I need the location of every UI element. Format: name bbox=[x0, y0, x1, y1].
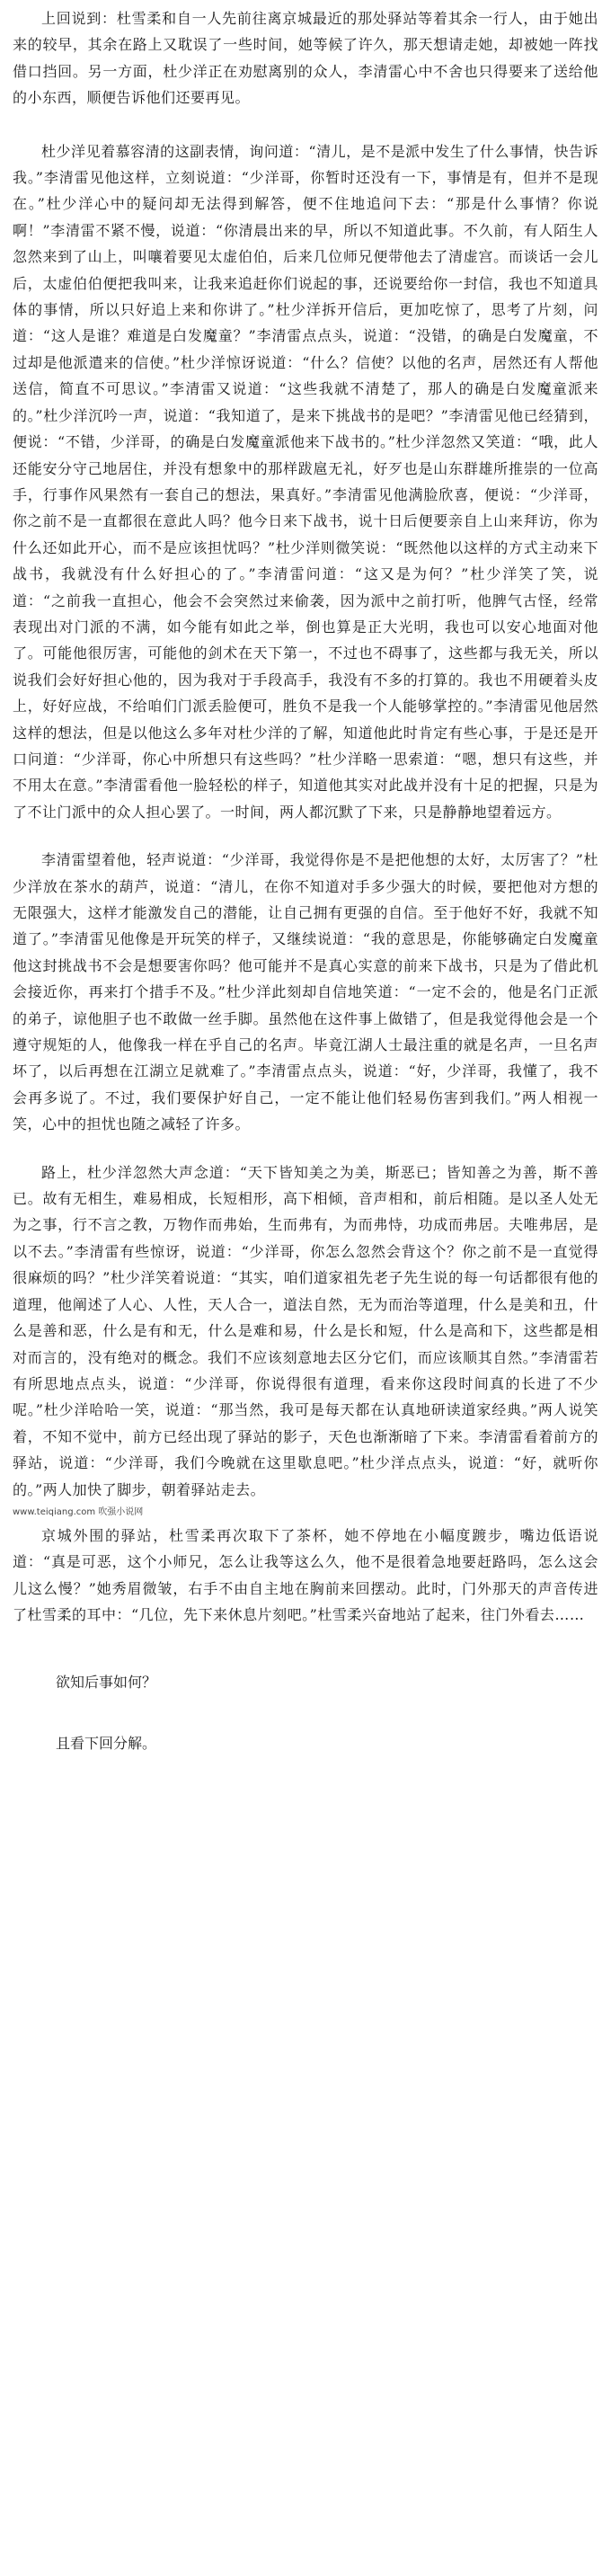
site-watermark: www.teiqiang.com 吹强小说网 bbox=[13, 1506, 144, 1517]
paragraph: 路上，杜少洋忽然大声念道：“天下皆知美之为美，斯恶已；皆知善之为善，斯不善已。故有无相生，难易相成，长短相形，高下相倾，音声相和，前后相随。是以圣人处无为之事，行不言之教，万物作而弗始，生而弗有，为而弗恃，功成而弗居。夫唯弗居，是以不去。”李清雷有些惊讶，说道：“少洋哥，你怎么忽然会背这个？你之前不是一直觉得很麻烦的吗？”杜少洋笑着说道：“其实，咱们道家祖先老子先生说的每一句话都很有他的道理，他阐述了人心、人性，天人合一，道法自然，无为而治等道理，什么是美和丑，什么是善和恶，什么是有和无，什么是难和易，什么是长和短，什么是高和下，这些都是相对而言的，没有绝对的概念。我们不应该刻意地去区分它们，而应该顺其自然。”李清雷若有所思地点点头，说道：“少洋哥，你说得很有道理，看来你这段时间真的长进了不少呢。”杜少洋哈哈一笑，说道：“那当然，我可是每天都在认真地研读道家经典。”两人说笑着，不知不觉中，前方已经出现了驿站的影子，天色也渐渐暗了下来。李清雷看着前方的驿站，说道：“少洋哥，我们今晚就在这里歇息吧。”杜少洋点点头，说道：“好，就听你的。”两人加快了脚步，朝着驿站走去。 bbox=[13, 1163, 598, 1498]
paragraph: 上回说到：杜雪柔和自一人先前往离京城最近的那处驿站等着其余一行人，由于她出来的较早，其余在路上又耽误了一些时间，她等候了许久，那天想请走她，却被她一阵找借口挡回。另一方面，杜少洋正在劝慰离别的众人，李清雷心中不舍也只得要来了送给他的小东西，顺便告诉他们还要再见。 bbox=[13, 10, 598, 107]
paragraph: 京城外围的驿站，杜雪柔再次取下了茶杯，她不停地在小幅度踱步，嘴边低语说道：“真是可恶，这个小师兄，怎么让我等这么久，他不是很着急地要赶路吗，怎么这会儿这么慢？”她秀眉微皱，右手不由自主地在胸前来回摆动。此时，门外那天的声音传进了杜雪柔的耳中：“几位，先下来休息片刻吧。”杜雪柔兴奋地站了起来，往门外看去…… bbox=[13, 1526, 598, 1624]
paragraph: 杜少洋见着慕容清的这副表情，询问道：“清儿，是不是派中发生了什么事情，快告诉我。”李清雷见他这样，立刻说道：“少洋哥，你暂时还没有一下，事情是有，但并不是现在。”杜少洋心中的疑问却无法得到解答，便不住地追问下去：“那是什么事情？你说啊！”李清雷不紧不慢，说道：“你清晨出来的早，所以不知道此事。不久前，有人陌生人忽然来到了山上，叫嚷着要见太虚伯伯，后来几位师兄便带他去了清虚宫。而谈话一会儿后，太虚伯伯便把我叫来，让我来追赶你们说起的事，还说要给你一封信，我也不知道具体的事情，所以只好追上来和你讲了。”杜少洋拆开信后，更加吃惊了，思考了片刻，问道：“这人是谁？难道是白发魔童？”李清雷点点头，说道：“没错，的确是白发魔童，不过却是他派遣来的信使。”杜少洋惊讶说道：“什么？信使？以他的名声，居然还有人帮他送信，简直不可思议。”李清雷又说道：“这些我就不清楚了，那人的确是白发魔童派来的。”杜少洋沉吟一声，说道：“我知道了，是来下挑战书的是吧？”李清雷见他已经猜到，便说：“不错，少洋哥，的确是白发魔童派他来下战书的。”杜少洋忽然又笑道：“哦，此人还能安分守己地居住，并没有想象中的那样跋扈无礼，好歹也是山东群雄所推崇的一位高手，行事作风果然有一套自己的想法，果真好。”李清雷见他满脸欣喜，便说：“少洋哥，你之前不是一直都很在意此人吗？他今日来下战书，说十日后便要亲自上山来拜访，你为什么还如此开心，而不是应该担忧吗？”杜少洋则微笑说：“既然他以这样的方式主动来下战书，我就没有什么好担心的了。”李清雷问道：“这又是为何？”杜少洋笑了笑，说道：“之前我一直担心，他会不会突然过来偷袭，因为派中之前打听，他脾气古怪，经常表现出对门派的不满，如今能有如此之举，倒也算是正大光明，我也可以安心地面对他了。可能他很厉害，可能他的剑术在天下第一，不过也不碍事了，这些都与我无关，所以说我们会好好担心他的，因为我对于手段高手，我没有不多的打算的。我也不用硬着头皮上，好好应战，不给咱们门派丢脸便可，胜负不是我一个人能够掌控的。”李清雷见他居然这样的想法，但是以他这么多年对杜少洋的了解，知道他此时肯定有些心事，于是还是开口问道：“少洋哥，你心中所想只有这些吗？”杜少洋略一思索道：“嗯，想只有这些，并不用太在意。”李清雷看他一脸轻松的样子，知道他其实对此战并没有十足的把握，只是为了不让门派中的众人担心罢了。一时间，两人都沉默了下来，只是静静地望着远方。 bbox=[13, 142, 598, 821]
closing-question: 欲知后事如何？ bbox=[56, 1673, 157, 1691]
paragraph: 李清雷望着他，轻声说道：“少洋哥，我觉得你是不是把他想的太好，太厉害了？”杜少洋放在茶水的葫芦，说道：“清儿，在你不知道对手多少强大的时候，要把他对方想的无限强大，这样才能激发自己的潜能，让自己拥有更强的自信。至于他好不好，我就不知道了。”李清雷见他像是开玩笑的样子，又继续说道：“我的意思是，你能够确定白发魔童他这封挑战书不会是想要害你吗？他可能并不是真心实意的前来下战书，只是为了借此机会接近你，再来打个措手不及。”杜少洋此刻却自信地笑道：“一定不会的，他是名门正派的弟子，谅他胆子也不敢做一丝手脚。虽然他在这件事上做错了，但是我觉得他会是一个遵守规矩的人，他像我一样在乎自己的名声。毕竟江湖人士最注重的就是名声，一旦名声坏了，以后再想在江湖立足就难了。”李清雷点点头，说道：“好，少洋哥，我懂了，我不会再多说了。不过，我们要保护好自己，一定不能让他们轻易伤害到我们。”两人相视一笑，心中的担忧也随之减轻了许多。 bbox=[13, 851, 598, 1133]
closing-next-chapter: 且看下回分解。 bbox=[56, 1734, 157, 1752]
